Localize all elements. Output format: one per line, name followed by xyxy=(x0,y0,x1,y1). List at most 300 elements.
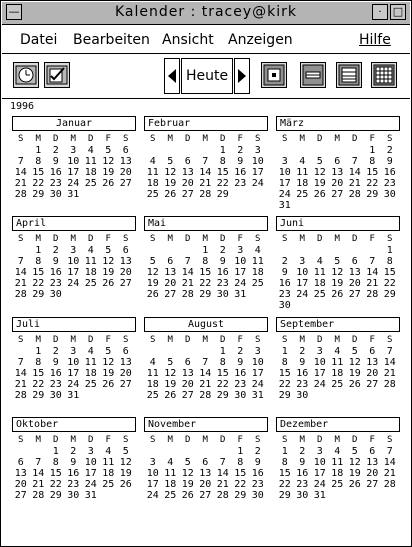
day-cell[interactable]: 6 xyxy=(351,256,358,267)
day-cell[interactable]: 30 xyxy=(49,390,62,401)
day-cell[interactable]: 18 xyxy=(296,178,309,189)
day-cell[interactable]: 5 xyxy=(105,346,112,357)
month-januar[interactable] xyxy=(12,116,136,200)
day-cell[interactable]: 23 xyxy=(234,178,247,189)
day-cell[interactable]: 14 xyxy=(383,457,396,468)
day-cell[interactable]: 12 xyxy=(119,457,132,468)
day-cell[interactable]: 2 xyxy=(237,145,244,156)
day-cell[interactable]: 7 xyxy=(369,256,376,267)
day-cell[interactable]: 28 xyxy=(14,289,27,300)
day-cell[interactable]: 7 xyxy=(17,156,24,167)
month-april[interactable] xyxy=(12,216,136,300)
day-cell[interactable]: 18 xyxy=(313,278,326,289)
day-cell[interactable]: 4 xyxy=(105,446,112,457)
day-cell[interactable]: 31 xyxy=(313,490,326,501)
day-cell[interactable]: 20 xyxy=(119,267,132,278)
day-cell[interactable]: 28 xyxy=(383,479,396,490)
day-cell[interactable]: 4 xyxy=(149,156,156,167)
month-title[interactable]: September xyxy=(276,317,400,332)
appointment-button[interactable] xyxy=(13,62,39,88)
day-cell[interactable]: 26 xyxy=(313,189,326,200)
day-cell[interactable]: 10 xyxy=(296,267,309,278)
day-cell[interactable]: 29 xyxy=(278,490,291,501)
day-cell[interactable]: 17 xyxy=(278,178,291,189)
day-cell[interactable]: 17 xyxy=(313,468,326,479)
day-cell[interactable]: 13 xyxy=(331,167,344,178)
day-cell[interactable]: 29 xyxy=(216,189,229,200)
day-cell[interactable]: 26 xyxy=(146,289,159,300)
day-cell[interactable]: 9 xyxy=(299,357,306,368)
day-cell[interactable]: 28 xyxy=(383,379,396,390)
day-cell[interactable]: 19 xyxy=(102,368,115,379)
day-cell[interactable]: 4 xyxy=(87,245,94,256)
day-cell[interactable]: 20 xyxy=(181,379,194,390)
day-cell[interactable]: 6 xyxy=(17,457,24,468)
day-cell[interactable]: 1 xyxy=(281,346,288,357)
day-cell[interactable]: 6 xyxy=(122,245,129,256)
day-cell[interactable]: 23 xyxy=(49,379,62,390)
day-cell[interactable]: 27 xyxy=(181,390,194,401)
day-cell[interactable]: 29 xyxy=(49,490,62,501)
month-mai[interactable] xyxy=(144,216,268,300)
day-cell[interactable]: 6 xyxy=(334,156,341,167)
day-cell[interactable]: 17 xyxy=(67,167,80,178)
day-cell[interactable]: 26 xyxy=(102,178,115,189)
day-cell[interactable]: 9 xyxy=(237,357,244,368)
month-title[interactable]: Juli xyxy=(12,317,136,332)
menu-hilfe[interactable] xyxy=(359,32,391,48)
day-cell[interactable]: 25 xyxy=(146,189,159,200)
day-cell[interactable]: 21 xyxy=(383,368,396,379)
day-cell[interactable]: 3 xyxy=(70,245,77,256)
day-cell[interactable]: 10 xyxy=(67,256,80,267)
day-cell[interactable]: 12 xyxy=(331,267,344,278)
day-cell[interactable]: 1 xyxy=(35,145,42,156)
day-cell[interactable]: 13 xyxy=(348,267,361,278)
month-november[interactable] xyxy=(144,417,268,501)
day-cell[interactable]: 27 xyxy=(14,490,27,501)
day-cell[interactable]: 11 xyxy=(146,368,159,379)
day-cell[interactable]: 5 xyxy=(351,446,358,457)
day-cell[interactable]: 16 xyxy=(296,468,309,479)
day-cell[interactable]: 15 xyxy=(32,368,45,379)
day-cell[interactable]: 15 xyxy=(383,267,396,278)
day-cell[interactable]: 10 xyxy=(278,167,291,178)
day-cell[interactable]: 4 xyxy=(149,357,156,368)
day-cell[interactable]: 29 xyxy=(234,490,247,501)
day-cell[interactable]: 10 xyxy=(146,468,159,479)
day-cell[interactable]: 24 xyxy=(313,379,326,390)
day-cell[interactable]: 17 xyxy=(67,267,80,278)
day-cell[interactable]: 23 xyxy=(216,278,229,289)
day-cell[interactable]: 19 xyxy=(348,368,361,379)
day-cell[interactable]: 19 xyxy=(102,167,115,178)
day-cell[interactable]: 29 xyxy=(32,189,45,200)
day-cell[interactable]: 16 xyxy=(216,267,229,278)
day-cell[interactable]: 13 xyxy=(119,156,132,167)
day-cell[interactable]: 1 xyxy=(35,346,42,357)
day-cell[interactable]: 31 xyxy=(234,289,247,300)
day-cell[interactable]: 7 xyxy=(17,256,24,267)
day-cell[interactable]: 27 xyxy=(366,479,379,490)
day-cell[interactable]: 2 xyxy=(219,245,226,256)
day-cell[interactable]: 17 xyxy=(296,278,309,289)
day-cell[interactable]: 17 xyxy=(251,368,264,379)
day-cell[interactable]: 30 xyxy=(296,390,309,401)
day-cell[interactable]: 15 xyxy=(278,368,291,379)
month-title[interactable]: April xyxy=(12,216,136,231)
day-cell[interactable]: 25 xyxy=(331,379,344,390)
day-cell[interactable]: 17 xyxy=(84,468,97,479)
day-cell[interactable]: 1 xyxy=(52,446,59,457)
day-cell[interactable]: 25 xyxy=(164,490,177,501)
day-cell[interactable]: 2 xyxy=(299,446,306,457)
day-cell[interactable]: 22 xyxy=(216,178,229,189)
day-cell[interactable]: 9 xyxy=(299,457,306,468)
day-cell[interactable]: 30 xyxy=(296,490,309,501)
day-cell[interactable]: 12 xyxy=(313,167,326,178)
day-cell[interactable]: 2 xyxy=(52,245,59,256)
day-cell[interactable]: 20 xyxy=(14,479,27,490)
maximize-icon[interactable]: □ xyxy=(390,4,406,20)
day-cell[interactable]: 26 xyxy=(164,390,177,401)
day-cell[interactable]: 21 xyxy=(199,379,212,390)
day-cell[interactable]: 5 xyxy=(105,245,112,256)
day-cell[interactable]: 25 xyxy=(313,289,326,300)
day-cell[interactable]: 12 xyxy=(348,357,361,368)
day-cell[interactable]: 16 xyxy=(49,368,62,379)
month-oktober[interactable] xyxy=(12,417,136,501)
day-cell[interactable]: 28 xyxy=(199,189,212,200)
day-cell[interactable]: 25 xyxy=(84,178,97,189)
day-cell[interactable]: 4 xyxy=(299,156,306,167)
day-cell[interactable]: 7 xyxy=(202,156,209,167)
day-cell[interactable]: 13 xyxy=(199,468,212,479)
day-cell[interactable]: 20 xyxy=(366,468,379,479)
day-cell[interactable]: 8 xyxy=(281,457,288,468)
day-cell[interactable]: 27 xyxy=(366,379,379,390)
day-cell[interactable]: 11 xyxy=(84,256,97,267)
year-view-button[interactable] xyxy=(371,62,397,88)
day-cell[interactable]: 8 xyxy=(369,156,376,167)
day-cell[interactable]: 27 xyxy=(119,278,132,289)
day-cell[interactable]: 8 xyxy=(386,256,393,267)
day-cell[interactable]: 29 xyxy=(366,189,379,200)
day-cell[interactable]: 29 xyxy=(32,289,45,300)
day-cell[interactable]: 1 xyxy=(219,346,226,357)
day-cell[interactable]: 28 xyxy=(14,189,27,200)
day-cell[interactable]: 16 xyxy=(234,167,247,178)
day-cell[interactable]: 27 xyxy=(331,189,344,200)
day-cell[interactable]: 12 xyxy=(146,267,159,278)
day-cell[interactable]: 14 xyxy=(348,167,361,178)
day-cell[interactable]: 9 xyxy=(237,156,244,167)
day-cell[interactable]: 14 xyxy=(14,368,27,379)
day-cell[interactable]: 22 xyxy=(199,278,212,289)
day-cell[interactable]: 20 xyxy=(348,278,361,289)
day-cell[interactable]: 23 xyxy=(49,278,62,289)
month-title[interactable]: Februar xyxy=(144,116,268,131)
day-cell[interactable]: 5 xyxy=(167,156,174,167)
day-cell[interactable]: 3 xyxy=(87,446,94,457)
day-cell[interactable]: 5 xyxy=(149,256,156,267)
day-cell[interactable]: 24 xyxy=(278,189,291,200)
day-cell[interactable]: 12 xyxy=(348,457,361,468)
day-cell[interactable]: 27 xyxy=(181,189,194,200)
day-cell[interactable]: 21 xyxy=(32,479,45,490)
day-cell[interactable]: 23 xyxy=(278,289,291,300)
day-cell[interactable]: 19 xyxy=(146,278,159,289)
day-cell[interactable]: 5 xyxy=(167,357,174,368)
day-cell[interactable]: 12 xyxy=(181,468,194,479)
day-cell[interactable]: 12 xyxy=(164,167,177,178)
day-cell[interactable]: 22 xyxy=(278,379,291,390)
day-cell[interactable]: 14 xyxy=(366,267,379,278)
day-cell[interactable]: 8 xyxy=(237,457,244,468)
day-cell[interactable]: 28 xyxy=(348,189,361,200)
day-cell[interactable]: 29 xyxy=(32,390,45,401)
month-dezember[interactable] xyxy=(276,417,400,501)
month-title[interactable]: Januar xyxy=(12,116,136,131)
day-cell[interactable]: 29 xyxy=(216,390,229,401)
menu-ansicht[interactable]: Ansicht xyxy=(162,32,214,48)
day-cell[interactable]: 21 xyxy=(14,278,27,289)
week-view-button[interactable] xyxy=(300,62,326,88)
day-cell[interactable]: 6 xyxy=(122,346,129,357)
day-cell[interactable]: 2 xyxy=(299,346,306,357)
day-cell[interactable]: 7 xyxy=(35,457,42,468)
day-cell[interactable]: 24 xyxy=(296,289,309,300)
day-cell[interactable]: 30 xyxy=(234,390,247,401)
day-cell[interactable]: 5 xyxy=(316,156,323,167)
day-cell[interactable]: 16 xyxy=(383,167,396,178)
day-cell[interactable]: 16 xyxy=(278,278,291,289)
day-cell[interactable]: 24 xyxy=(251,379,264,390)
day-cell[interactable]: 18 xyxy=(146,178,159,189)
day-cell[interactable]: 29 xyxy=(383,289,396,300)
day-cell[interactable]: 11 xyxy=(251,256,264,267)
day-cell[interactable]: 2 xyxy=(254,446,261,457)
menu-anzeigen[interactable]: Anzeigen xyxy=(228,32,293,48)
day-cell[interactable]: 13 xyxy=(366,357,379,368)
day-cell[interactable]: 7 xyxy=(17,357,24,368)
day-cell[interactable]: 9 xyxy=(52,357,59,368)
day-cell[interactable]: 22 xyxy=(49,479,62,490)
day-cell[interactable]: 18 xyxy=(331,468,344,479)
day-cell[interactable]: 21 xyxy=(14,379,27,390)
day-cell[interactable]: 29 xyxy=(278,390,291,401)
day-cell[interactable]: 1 xyxy=(386,245,393,256)
day-cell[interactable]: 4 xyxy=(334,446,341,457)
day-cell[interactable]: 30 xyxy=(49,289,62,300)
day-cell[interactable]: 12 xyxy=(164,368,177,379)
day-cell[interactable]: 31 xyxy=(67,189,80,200)
day-cell[interactable]: 30 xyxy=(216,289,229,300)
day-cell[interactable]: 1 xyxy=(281,446,288,457)
day-cell[interactable]: 4 xyxy=(334,346,341,357)
todo-button[interactable] xyxy=(44,62,70,88)
day-cell[interactable]: 14 xyxy=(181,267,194,278)
day-cell[interactable]: 17 xyxy=(251,167,264,178)
day-cell[interactable]: 24 xyxy=(67,379,80,390)
day-cell[interactable]: 11 xyxy=(146,167,159,178)
day-cell[interactable]: 26 xyxy=(164,189,177,200)
day-cell[interactable]: 26 xyxy=(331,289,344,300)
day-cell[interactable]: 23 xyxy=(296,479,309,490)
day-cell[interactable]: 30 xyxy=(383,189,396,200)
day-cell[interactable]: 13 xyxy=(164,267,177,278)
day-cell[interactable]: 20 xyxy=(199,479,212,490)
day-cell[interactable]: 22 xyxy=(32,178,45,189)
day-cell[interactable]: 15 xyxy=(49,468,62,479)
day-cell[interactable]: 15 xyxy=(216,167,229,178)
day-cell[interactable]: 18 xyxy=(84,368,97,379)
day-cell[interactable]: 21 xyxy=(14,178,27,189)
month-view-button[interactable] xyxy=(336,62,362,88)
day-cell[interactable]: 17 xyxy=(234,267,247,278)
day-cell[interactable]: 24 xyxy=(251,178,264,189)
day-cell[interactable]: 22 xyxy=(32,379,45,390)
day-cell[interactable]: 10 xyxy=(67,357,80,368)
day-cell[interactable]: 24 xyxy=(146,490,159,501)
month-title[interactable]: Mai xyxy=(144,216,268,231)
day-cell[interactable]: 20 xyxy=(164,278,177,289)
day-cell[interactable]: 25 xyxy=(84,379,97,390)
day-cell[interactable]: 20 xyxy=(366,368,379,379)
day-cell[interactable]: 23 xyxy=(296,379,309,390)
next-button[interactable] xyxy=(234,58,250,94)
day-cell[interactable]: 10 xyxy=(251,156,264,167)
day-cell[interactable]: 3 xyxy=(281,156,288,167)
day-cell[interactable]: 22 xyxy=(234,479,247,490)
day-cell[interactable]: 24 xyxy=(84,479,97,490)
day-cell[interactable]: 26 xyxy=(181,490,194,501)
menu-bearbeiten[interactable]: Bearbeiten xyxy=(73,32,150,48)
day-cell[interactable]: 5 xyxy=(105,145,112,156)
day-cell[interactable]: 1 xyxy=(202,245,209,256)
day-cell[interactable]: 11 xyxy=(331,357,344,368)
day-cell[interactable]: 3 xyxy=(237,245,244,256)
day-cell[interactable]: 2 xyxy=(52,145,59,156)
day-cell[interactable]: 6 xyxy=(122,145,129,156)
day-cell[interactable]: 21 xyxy=(383,468,396,479)
day-cell[interactable]: 23 xyxy=(67,479,80,490)
month-title[interactable]: Dezember xyxy=(276,417,400,432)
day-cell[interactable]: 15 xyxy=(278,468,291,479)
day-cell[interactable]: 7 xyxy=(386,346,393,357)
day-cell[interactable]: 16 xyxy=(67,468,80,479)
day-cell[interactable]: 18 xyxy=(84,167,97,178)
day-cell[interactable]: 26 xyxy=(102,278,115,289)
day-cell[interactable]: 3 xyxy=(299,256,306,267)
day-cell[interactable]: 19 xyxy=(119,468,132,479)
day-cell[interactable]: 10 xyxy=(84,457,97,468)
day-cell[interactable]: 19 xyxy=(181,479,194,490)
day-cell[interactable]: 10 xyxy=(234,256,247,267)
day-cell[interactable]: 8 xyxy=(281,357,288,368)
today-button[interactable]: Heute xyxy=(181,58,233,94)
day-cell[interactable]: 13 xyxy=(181,368,194,379)
day-cell[interactable]: 27 xyxy=(199,490,212,501)
day-cell[interactable]: 19 xyxy=(313,178,326,189)
day-cell[interactable]: 31 xyxy=(251,390,264,401)
day-cell[interactable]: 4 xyxy=(87,346,94,357)
day-cell[interactable]: 14 xyxy=(383,357,396,368)
day-cell[interactable]: 18 xyxy=(102,468,115,479)
day-cell[interactable]: 15 xyxy=(199,267,212,278)
day-cell[interactable]: 21 xyxy=(199,178,212,189)
day-cell[interactable]: 1 xyxy=(237,446,244,457)
day-cell[interactable]: 4 xyxy=(167,457,174,468)
month-august[interactable] xyxy=(144,317,268,401)
day-cell[interactable]: 8 xyxy=(219,357,226,368)
day-cell[interactable]: 8 xyxy=(219,156,226,167)
day-cell[interactable]: 11 xyxy=(84,357,97,368)
day-cell[interactable]: 30 xyxy=(49,189,62,200)
day-cell[interactable]: 4 xyxy=(87,145,94,156)
day-cell[interactable]: 26 xyxy=(348,479,361,490)
day-cell[interactable]: 11 xyxy=(296,167,309,178)
day-cell[interactable]: 13 xyxy=(181,167,194,178)
day-cell[interactable]: 23 xyxy=(49,178,62,189)
day-cell[interactable]: 25 xyxy=(84,278,97,289)
day-cell[interactable]: 27 xyxy=(119,379,132,390)
day-cell[interactable]: 14 xyxy=(32,468,45,479)
day-cell[interactable]: 17 xyxy=(313,368,326,379)
day-cell[interactable]: 3 xyxy=(70,346,77,357)
previous-button[interactable] xyxy=(164,58,180,94)
day-cell[interactable]: 16 xyxy=(234,368,247,379)
day-cell[interactable]: 28 xyxy=(181,289,194,300)
month-title[interactable]: März xyxy=(276,116,400,131)
day-cell[interactable]: 17 xyxy=(67,368,80,379)
day-cell[interactable]: 9 xyxy=(52,256,59,267)
day-cell[interactable]: 13 xyxy=(366,457,379,468)
day-cell[interactable]: 5 xyxy=(122,446,129,457)
day-cell[interactable]: 7 xyxy=(351,156,358,167)
day-cell[interactable]: 9 xyxy=(70,457,77,468)
month-märz[interactable] xyxy=(276,116,400,211)
day-cell[interactable]: 25 xyxy=(251,278,264,289)
day-cell[interactable]: 16 xyxy=(251,468,264,479)
day-cell[interactable]: 10 xyxy=(313,457,326,468)
day-cell[interactable]: 15 xyxy=(234,468,247,479)
day-cell[interactable]: 19 xyxy=(348,468,361,479)
day-cell[interactable]: 3 xyxy=(316,446,323,457)
day-cell[interactable]: 1 xyxy=(369,145,376,156)
day-cell[interactable]: 19 xyxy=(164,178,177,189)
day-cell[interactable]: 7 xyxy=(386,446,393,457)
day-cell[interactable]: 2 xyxy=(386,145,393,156)
day-cell[interactable]: 8 xyxy=(35,256,42,267)
day-cell[interactable]: 21 xyxy=(366,278,379,289)
day-cell[interactable]: 24 xyxy=(67,278,80,289)
day-cell[interactable]: 28 xyxy=(366,289,379,300)
day-cell[interactable]: 25 xyxy=(146,390,159,401)
day-cell[interactable]: 13 xyxy=(14,468,27,479)
day-cell[interactable]: 13 xyxy=(119,256,132,267)
day-cell[interactable]: 14 xyxy=(14,167,27,178)
month-title[interactable]: August xyxy=(144,317,268,332)
day-cell[interactable]: 3 xyxy=(254,346,261,357)
month-september[interactable] xyxy=(276,317,400,401)
day-cell[interactable]: 18 xyxy=(251,267,264,278)
day-cell[interactable]: 6 xyxy=(202,457,209,468)
day-cell[interactable]: 9 xyxy=(281,267,288,278)
day-cell[interactable]: 15 xyxy=(216,368,229,379)
day-cell[interactable]: 3 xyxy=(316,346,323,357)
day-cell[interactable]: 19 xyxy=(331,278,344,289)
